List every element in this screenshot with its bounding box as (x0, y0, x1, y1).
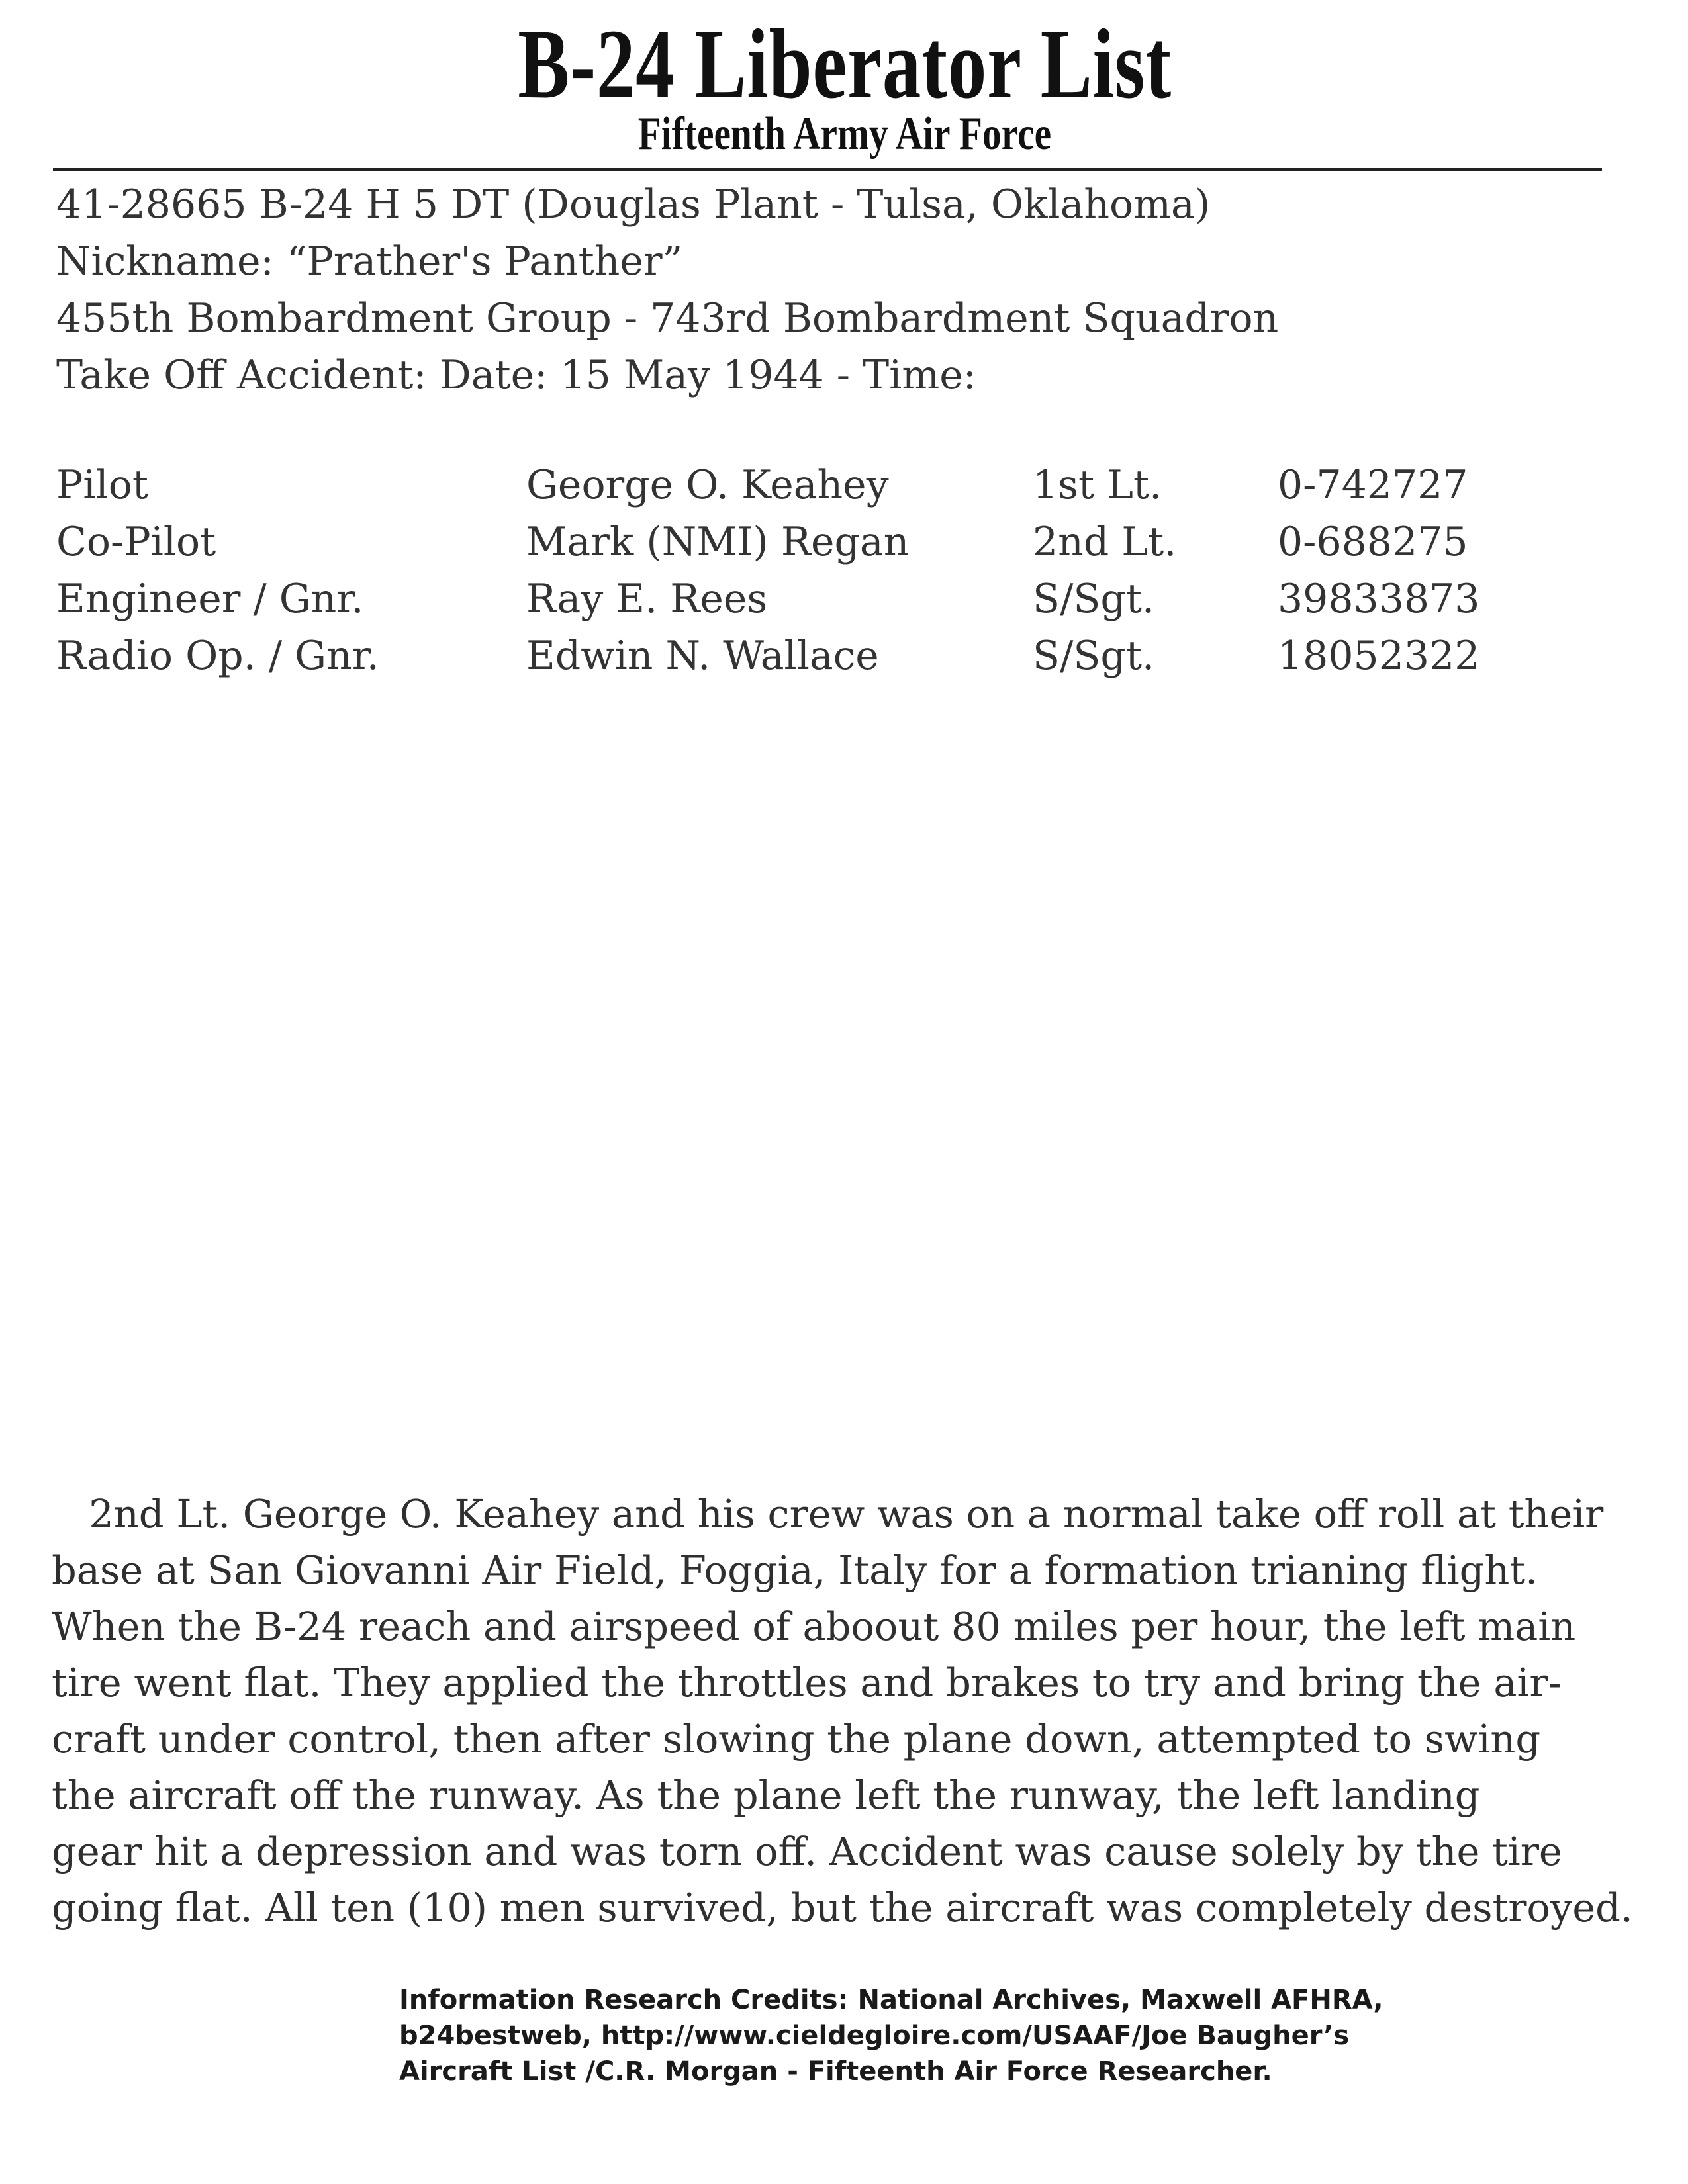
crew-serial: 0-688275 (1278, 519, 1468, 565)
aircraft-header (56, 176, 1278, 404)
crew-name: George O. Keahey (526, 462, 889, 508)
narrative-line: tire went flat. They applied the throttles and brakes to try and bring the air- (52, 1660, 1562, 1706)
narrative-line: the aircraft off the runway. As the plane left the runway, the left landing (52, 1772, 1480, 1818)
narrative-line: 2nd Lt. George O. Keahey and his crew was on a normal take off roll at their (52, 1491, 1604, 1537)
page-title: B-24 Liberator List (518, 9, 1172, 119)
crew-position: Pilot (56, 462, 148, 508)
page-subtitle: Fifteenth Army Air Force (637, 109, 1052, 159)
crew-position: Engineer / Gnr. (56, 576, 364, 622)
aircraft-serial-line: 41-28665 B-24 H 5 DT (Douglas Plant - Tulsa, Oklahoma) (56, 181, 1211, 228)
crew-rank: 1st Lt. (1033, 462, 1162, 508)
accident-narrative (52, 1486, 1654, 1936)
crew-name: Edwin N. Wallace (526, 633, 879, 679)
header-divider (53, 168, 1602, 171)
narrative-line: gear hit a depression and was torn off. Accident was cause solely by the tire (52, 1829, 1562, 1874)
narrative-line: craft under control, then after slowing the plane down, attempted to swing (52, 1716, 1541, 1762)
aircraft-nickname-line: Nickname: “Prather's Panther” (56, 238, 683, 285)
crew-position: Radio Op. / Gnr. (56, 633, 379, 679)
narrative-line: When the B-24 reach and airspeed of aboout 80 miles per hour, the left main (52, 1604, 1576, 1649)
narrative-line: going flat. All ten (10) men survived, but the aircraft was completely destroyed. (52, 1885, 1633, 1931)
crew-row (56, 570, 1579, 627)
narrative-line: base at San Giovanni Air Field, Foggia, Italy for a formation trianing flight. (52, 1547, 1538, 1593)
unit-line: 455th Bombardment Group - 743rd Bombardment Squadron (56, 295, 1279, 341)
accident-date-line: Take Off Accident: Date: 15 May 1944 - Time: (56, 352, 976, 398)
crew-name: Ray E. Rees (526, 576, 768, 622)
credits-line: Information Research Credits: National Archives, Maxwell AFHRA, (399, 1985, 1383, 2015)
crew-serial: 39833873 (1278, 576, 1480, 622)
crew-row (56, 514, 1579, 570)
credits-line: b24bestweb, http://www.cieldegloire.com/USAAF/Joe Baugher’s (399, 2021, 1350, 2051)
crew-name: Mark (NMI) Regan (526, 519, 910, 565)
crew-rank: S/Sgt. (1033, 576, 1155, 622)
crew-rank: 2nd Lt. (1033, 519, 1177, 565)
crew-position: Co-Pilot (56, 519, 216, 565)
credits-line: Aircraft List /C.R. Morgan - Fifteenth Air Force Researcher. (399, 2056, 1272, 2087)
crew-serial: 0-742727 (1278, 462, 1468, 508)
crew-row (56, 627, 1579, 684)
crew-table (56, 457, 1579, 684)
crew-row (56, 457, 1579, 514)
research-credits (399, 1982, 1392, 2089)
crew-rank: S/Sgt. (1033, 633, 1155, 679)
crew-serial: 18052322 (1278, 633, 1480, 679)
